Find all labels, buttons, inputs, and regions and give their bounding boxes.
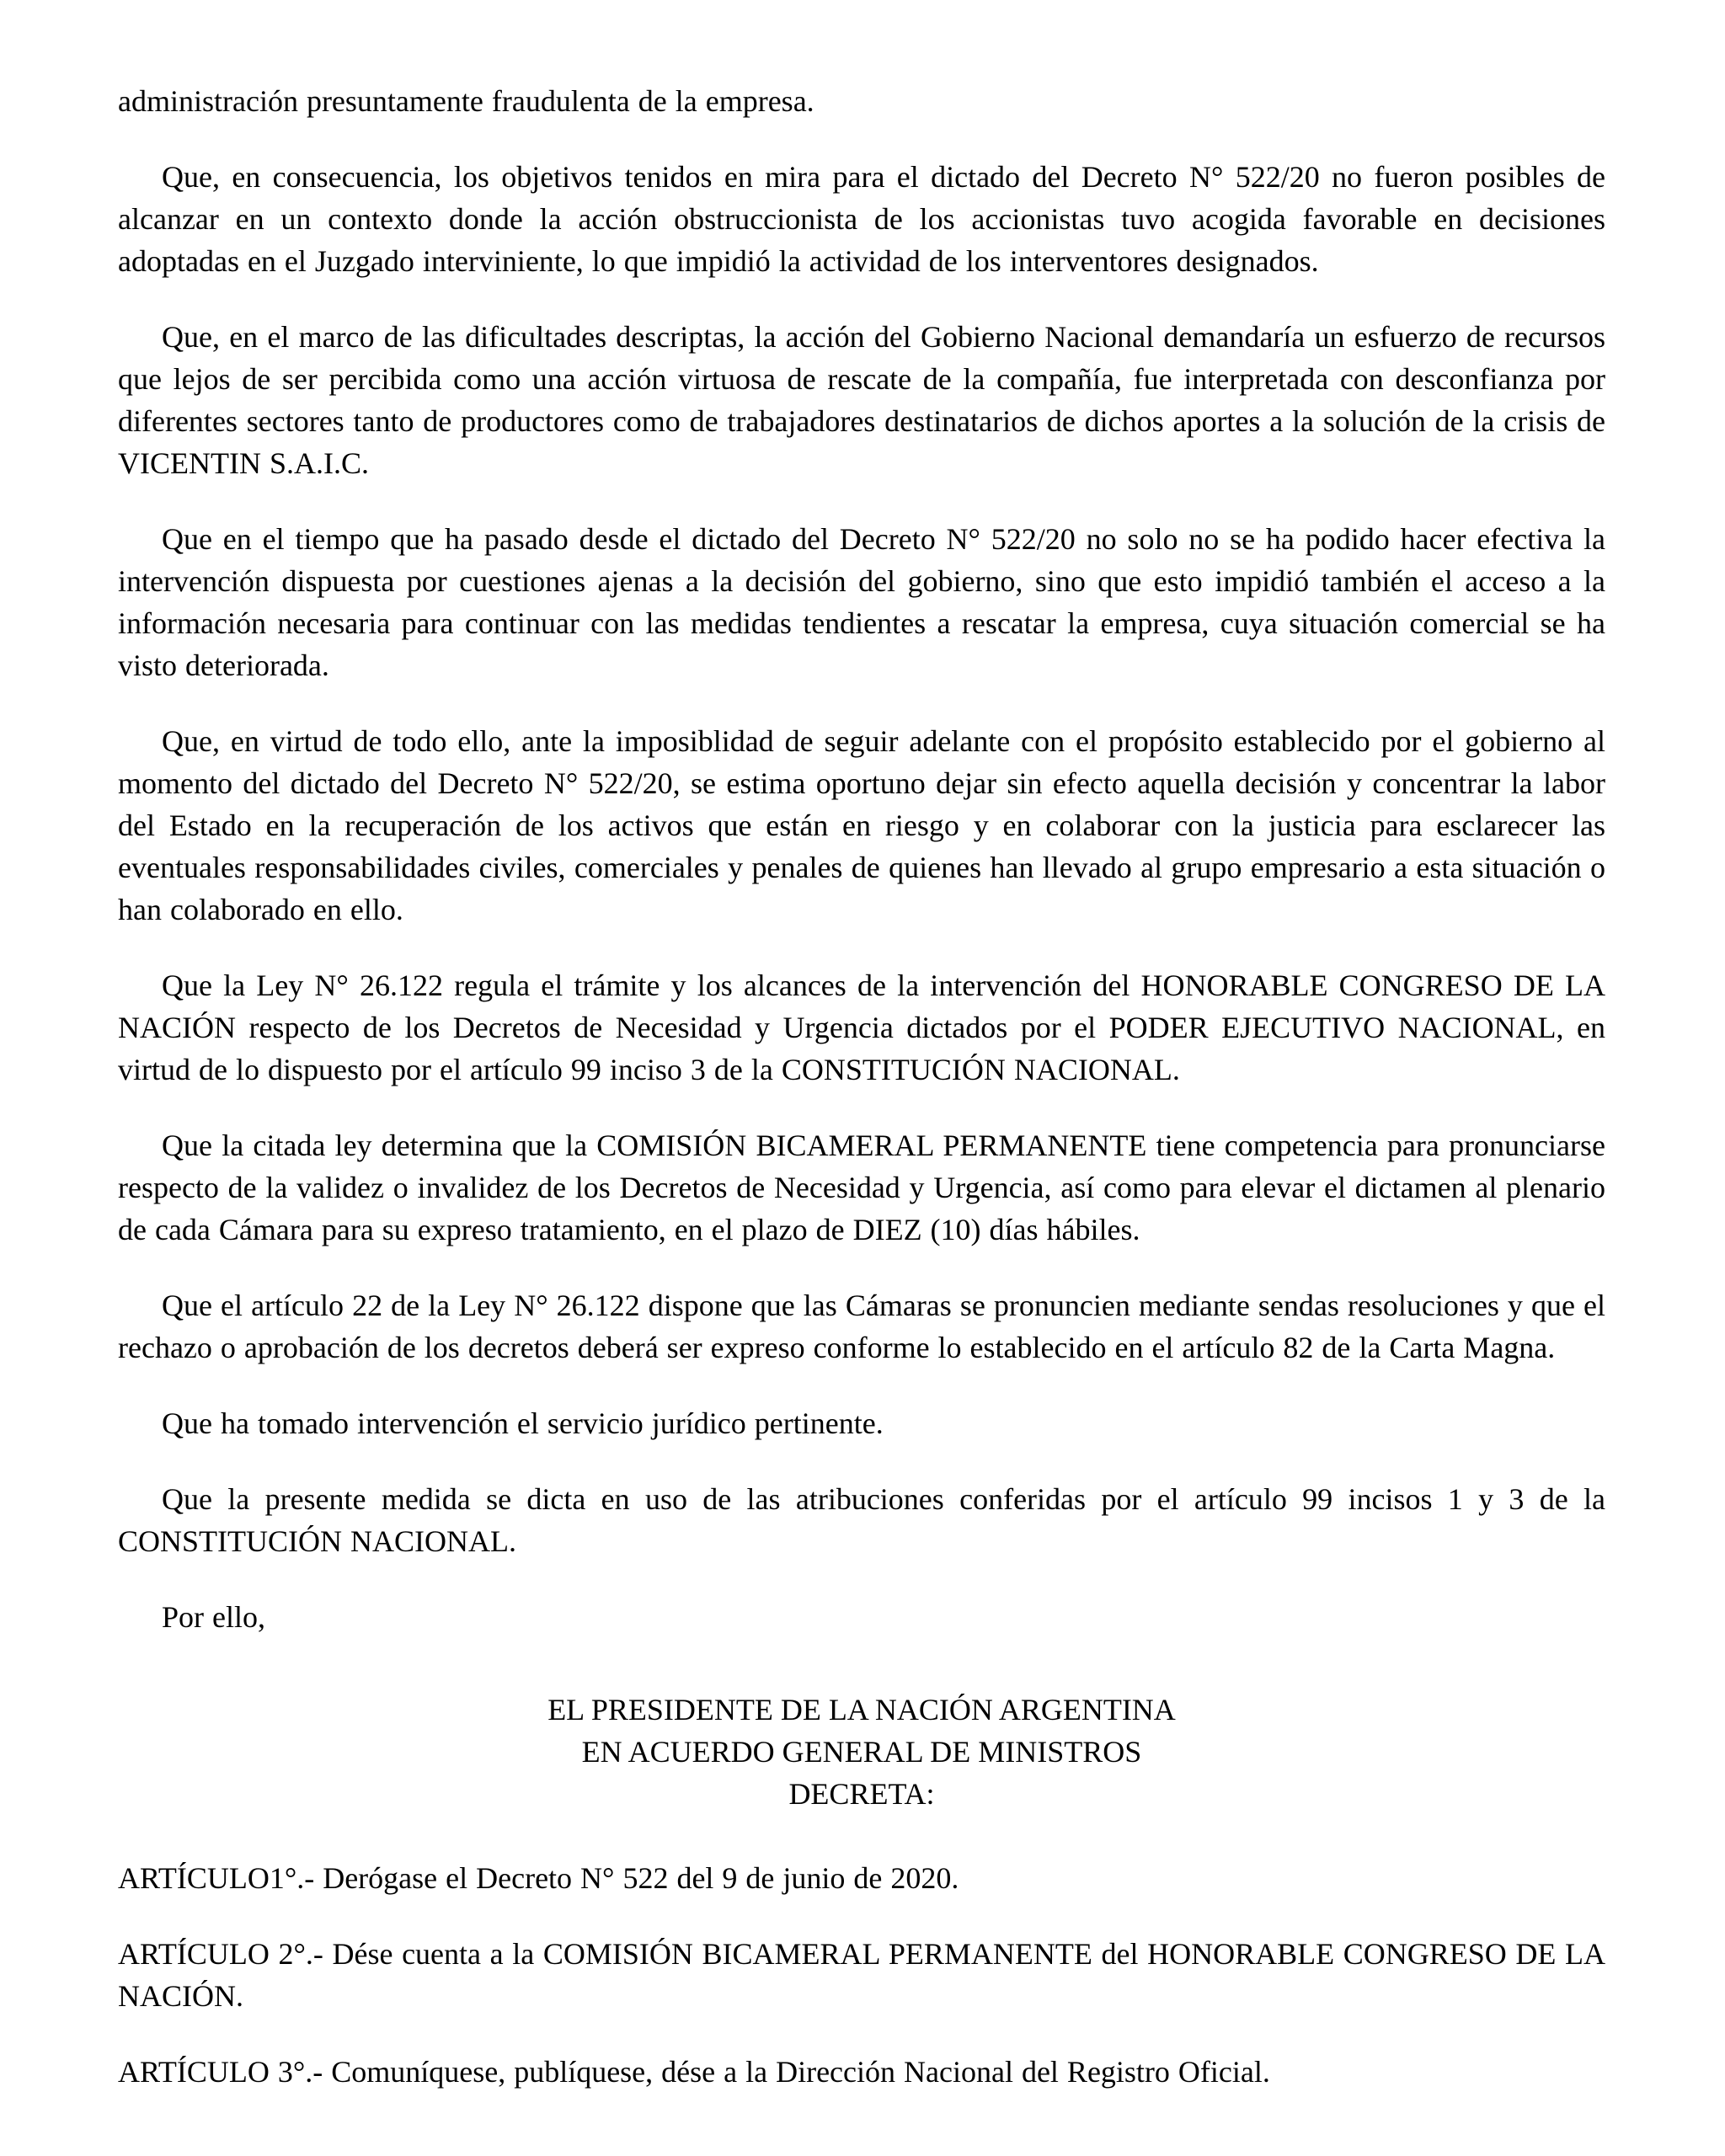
recital-paragraph-servicio-juridico: Que ha tomado intervención el servicio jurídico pertinente. [162, 1406, 884, 1440]
recital-paragraph-consecuencia: Que, en consecuencia, los objetivos tenidos en mira para el dictado del Decreto N° 522/20 no fueron posibles de alcanzar en un contexto donde la acción obstruccionista de los accionistas tuvo acogida favorable en decisiones adoptadas en el Juzgado interviniente, lo que impidió la actividad de los interventores designados. [118, 160, 1605, 278]
recital-paragraph-ley-26122: Que la Ley N° 26.122 regula el trámite y los alcances de la intervención del HONORABLE CONGRESO DE LA NACIÓN respecto de los Decretos de Necesidad y Urgencia dictados por el PODER EJECUTIVO NACIONAL, en virtud de lo dispuesto por el artículo 99 inciso 3 de la CONSTITUCIÓN NACIONAL. [118, 969, 1605, 1086]
article-3: ARTÍCULO 3°.- Comuníquese, publíquese, dése a la Dirección Nacional del Registro Oficial. [118, 2055, 1270, 2089]
article-2: ARTÍCULO 2°.- Dése cuenta a la COMISIÓN BICAMERAL PERMANENTE del HONORABLE CONGRESO DE LA NACIÓN. [118, 1937, 1605, 2013]
heading-acuerdo-ministros-line: EN ACUERDO GENERAL DE MINISTROS [581, 1735, 1142, 1769]
paragraph-continuation: administración presuntamente fraudulenta de la empresa. [118, 84, 814, 118]
article-1: ARTÍCULO1°.- Derógase el Decreto N° 522 del 9 de junio de 2020. [118, 1861, 959, 1895]
recital-paragraph-virtud-de-todo-ello: Que, en virtud de todo ello, ante la imposiblidad de seguir adelante con el propósito establecido por el gobierno al momento del dictado del Decreto N° 522/20, se estima oportuno dejar sin efecto aquella decisión y concentrar la labor del Estado en la recuperación de los activos que están en riesgo y en colaborar con la justicia para esclarecer las eventuales responsabilidades civiles, comerciales y penales de quienes han llevado al grupo empresario a esta situación o han colaborado en ello. [118, 724, 1605, 926]
recital-paragraph-comision-bicameral: Que la citada ley determina que la COMISIÓN BICAMERAL PERMANENTE tiene competencia para pronunciarse respecto de la validez o invalidez de los Decretos de Necesidad y Urgencia, así como para elevar el dictamen al plenario de cada Cámara para su expreso tratamiento, en el plazo de DIEZ (10) días hábiles. [118, 1129, 1605, 1246]
recital-paragraph-tiempo-pasado: Que en el tiempo que ha pasado desde el dictado del Decreto N° 522/20 no solo no se ha podido hacer efectiva la intervención dispuesta por cuestiones ajenas a la decisión del gobierno, sino que esto impidió también el acceso a la información necesaria para continuar con las medidas tendientes a rescatar la empresa, cuya situación comercial se ha visto deteriorada. [118, 522, 1605, 682]
heading-decreta-line: DECRETA: [788, 1777, 935, 1811]
recital-paragraph-atribuciones: Que la presente medida se dicta en uso de las atribuciones conferidas por el artículo 99 incisos 1 y 3 de la CONSTITUCIÓN NACIONAL. [118, 1482, 1605, 1558]
heading-presidente-line: EL PRESIDENTE DE LA NACIÓN ARGENTINA [547, 1693, 1176, 1726]
recital-paragraph-articulo-22: Que el artículo 22 de la Ley N° 26.122 dispone que las Cámaras se pronuncien mediante sendas resoluciones y que el rechazo o aprobación de los decretos deberá ser expreso conforme lo establecido en el artículo 82 de la Carta Magna. [118, 1289, 1605, 1364]
decree-heading-block [118, 1689, 1605, 1815]
recital-paragraph-marco-dificultades: Que, en el marco de las dificultades descriptas, la acción del Gobierno Nacional demandaría un esfuerzo de recursos que lejos de ser percibida como una acción virtuosa de rescate de la compañía, fue interpretada con desconfianza por diferentes sectores tanto de productores como de trabajadores destinatarios de dichos aportes a la solución de la crisis de VICENTIN S.A.I.C. [118, 320, 1605, 480]
por-ello-line: Por ello, [162, 1600, 265, 1634]
